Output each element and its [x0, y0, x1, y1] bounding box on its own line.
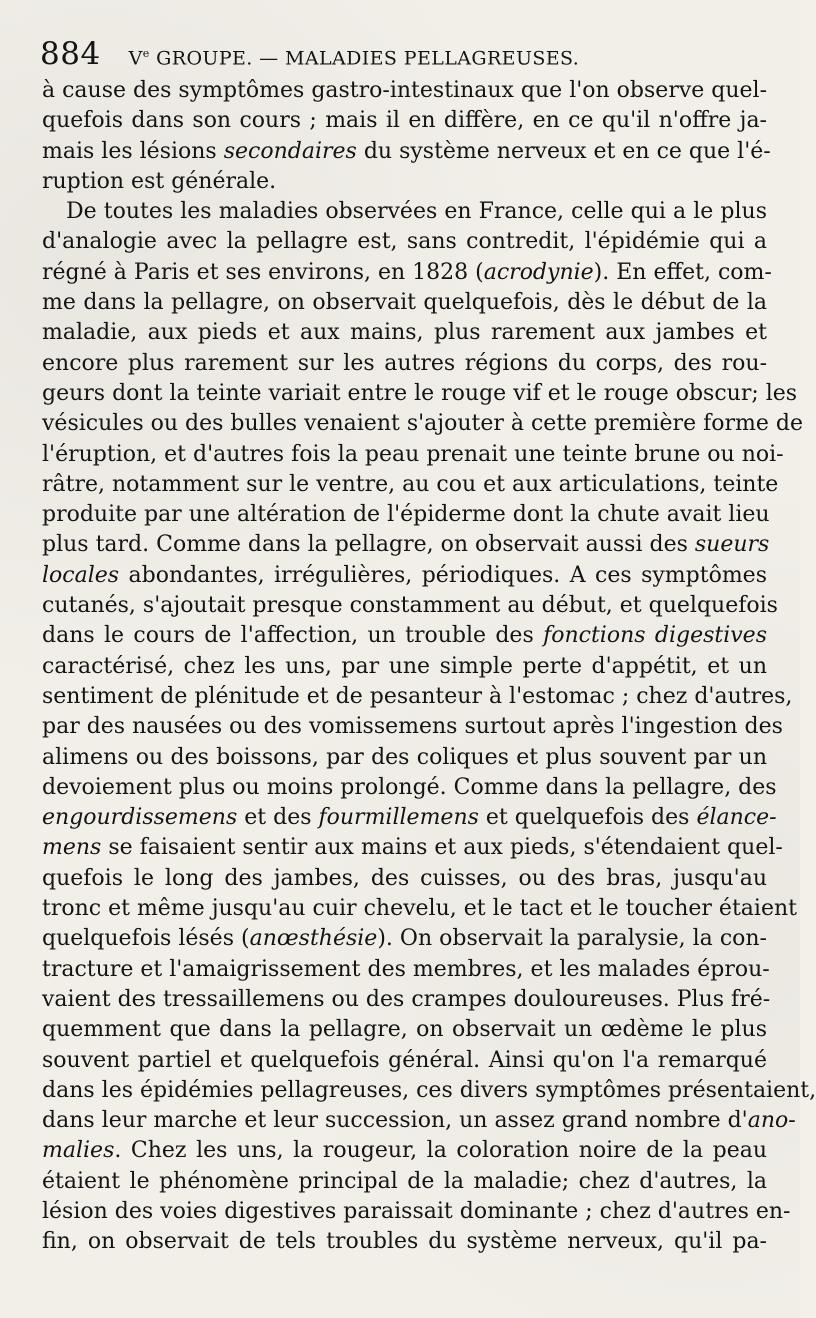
text-line — [42, 955, 770, 985]
italic-term: acrodynie — [483, 259, 594, 285]
text-run: maladie, aux pieds et aux mains, plus rarement aux jambes et — [42, 320, 767, 346]
text-run: ruption est générale. — [42, 168, 277, 194]
text-run: mais les lésions — [42, 138, 224, 164]
italic-term: malies — [42, 1138, 115, 1164]
text-line — [42, 924, 767, 954]
text-run: par des nausées ou des vomissemens surtout après l'ingestion des — [42, 714, 783, 740]
text-run: vésicules ou des bulles venaient s'ajouter à cette première forme de — [42, 411, 803, 437]
italic-term: anœsthésie — [249, 926, 378, 952]
italic-term: ano- — [747, 1108, 796, 1134]
text-run: dans leur marche et leur succession, un assez grand nombre d' — [42, 1108, 748, 1134]
text-line — [42, 833, 783, 863]
text-run: à cause des symptômes gastro-intestinaux que l'on observe quel- — [42, 78, 768, 103]
italic-term: secondaires — [223, 138, 357, 164]
text-line — [42, 349, 767, 379]
text-line — [42, 76, 767, 106]
text-run: quefois dans son cours ; mais il en diffère, en ce qu'il n'offre ja- — [42, 108, 767, 134]
text-run: plus tard. Comme dans la pellagre, on observait aussi des — [42, 532, 695, 558]
text-line — [42, 167, 767, 197]
text-line — [42, 712, 783, 742]
italic-term: élance- — [696, 805, 777, 831]
text-line — [42, 803, 777, 833]
text-run: devoiement plus ou moins prolongé. Comme dans la pellagre, des — [42, 774, 777, 800]
text-line — [42, 1106, 796, 1136]
text-run: et quelquefois des — [478, 805, 697, 831]
italic-term: fonctions digestives — [543, 623, 767, 649]
text-run: alimens ou des boissons, par des coliques et plus souvent par un — [42, 744, 767, 770]
text-line — [42, 1076, 816, 1106]
group-superscript: e — [142, 46, 150, 60]
text-line — [42, 591, 778, 621]
text-line — [42, 1136, 767, 1166]
text-line — [42, 470, 779, 500]
text-line — [42, 530, 770, 560]
text-line — [42, 258, 772, 288]
text-run: caractérisé, chez les uns, par une simple perte d'appétit, et un — [42, 653, 767, 679]
text-run: ). En effet, com- — [593, 259, 772, 285]
text-run: dans le cours de l'affection, un trouble des — [42, 623, 544, 649]
text-line — [42, 227, 767, 257]
text-run: régné à Paris et ses environs, en 1828 ( — [42, 259, 484, 285]
text-line — [42, 197, 767, 227]
running-head-title: GROUPE. — MALADIES PELLAGREUSES. — [149, 47, 580, 69]
text-run: quelquefois lésés ( — [42, 926, 250, 952]
text-line — [42, 985, 771, 1015]
text-run: sentiment de plénitude et de pesanteur à l'estomac ; chez d'autres, — [42, 683, 793, 709]
text-line — [42, 1197, 791, 1227]
text-run: . Chez les uns, la rougeur, la coloration noire de la peau — [114, 1138, 767, 1164]
text-line — [42, 500, 770, 530]
text-line — [42, 1046, 767, 1076]
text-run: l'éruption, et d'autres fois la peau prenait une teinte brune ou noi- — [42, 441, 784, 467]
text-run: quemment que dans la pellagre, on observait un œdème le plus — [42, 1017, 767, 1043]
text-line — [42, 440, 784, 470]
text-run: vaient des tressaillemens ou des crampes douloureuses. Plus fré- — [42, 986, 771, 1012]
text-line — [42, 1227, 767, 1257]
text-line — [42, 773, 777, 803]
text-line — [42, 894, 797, 924]
group-label: V — [128, 47, 143, 69]
text-line — [42, 621, 767, 651]
text-line — [42, 743, 767, 773]
italic-term: mens — [42, 835, 102, 861]
text-line — [42, 137, 771, 167]
italic-term: sueurs — [694, 532, 770, 558]
running-head — [129, 47, 580, 69]
text-run: râtre, notamment sur le ventre, au cou et aux articulations, teinte — [42, 471, 779, 497]
italic-term: locales — [42, 562, 120, 588]
text-run: me dans la pellagre, on observait quelquefois, dès le début de la — [42, 290, 767, 316]
text-line — [42, 318, 767, 348]
text-run: abondantes, irrégulières, périodiques. A ces symptômes — [119, 562, 767, 588]
text-line — [42, 682, 793, 712]
text-run: encore plus rarement sur les autres régions du corps, des rou- — [42, 350, 767, 376]
page-header — [40, 36, 760, 76]
text-run: fin, on observait de tels troubles du système nerveux, qu'il pa- — [42, 1229, 767, 1255]
text-line — [42, 106, 767, 136]
text-line — [42, 864, 767, 894]
text-run: tronc et même jusqu'au cuir chevelu, et le tact et le toucher étaient — [42, 896, 797, 922]
text-run: souvent partiel et quelquefois général. Ainsi qu'on l'a remarqué — [42, 1047, 767, 1073]
text-line — [42, 1015, 767, 1045]
text-line — [42, 561, 767, 591]
text-run: lésion des voies digestives paraissait dominante ; chez d'autres en- — [42, 1198, 791, 1224]
text-run: produite par une altération de l'épiderme dont la chute avait lieu — [42, 502, 770, 528]
text-run: quefois le long des jambes, des cuisses, ou des bras, jusqu'au — [42, 865, 767, 891]
text-run: du système nerveux et en ce que l'é- — [356, 138, 771, 164]
text-run: ). On observait la paralysie, la con- — [377, 926, 767, 952]
italic-term: engourdissemens — [42, 805, 238, 831]
text-line — [42, 409, 803, 439]
text-line — [42, 379, 798, 409]
text-line — [42, 652, 767, 682]
text-run: cutanés, s'ajoutait presque constamment au début, et quelquefois — [42, 593, 778, 619]
italic-term: fourmillemens — [318, 805, 479, 831]
text-run: d'analogie avec la pellagre est, sans contredit, l'épidémie qui a — [42, 229, 767, 255]
text-run: geurs dont la teinte variait entre le rouge vif et le rouge obscur; les — [42, 380, 798, 406]
text-run: dans les épidémies pellagreuses, ces divers symptômes présentaient, — [42, 1077, 816, 1103]
body-text — [42, 76, 816, 1258]
page-number: 884 — [40, 36, 101, 72]
text-run: se faisaient sentir aux mains et aux pieds, s'étendaient quel- — [101, 835, 783, 861]
text-run: étaient le phénomène principal de la maladie; chez d'autres, la — [42, 1168, 767, 1194]
text-run: De toutes les maladies observées en France, celle qui a le plus — [66, 199, 767, 225]
text-run: tracture et l'amaigrissement des membres, et les malades éprou- — [42, 956, 770, 982]
text-run: et des — [237, 805, 319, 831]
text-line — [42, 1167, 767, 1197]
text-line — [42, 288, 767, 318]
